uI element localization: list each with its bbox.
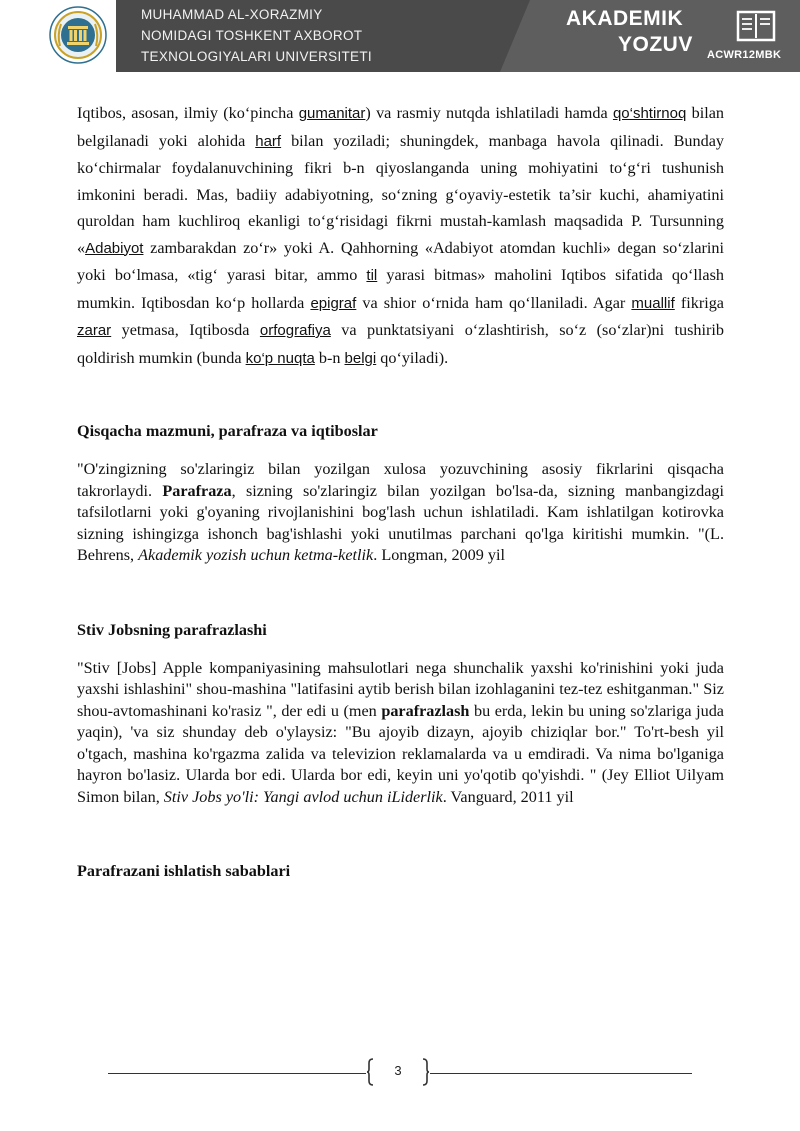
book-title: Stiv Jobs yo'li: Yangi avlod uchun iLiderlik: [163, 787, 443, 806]
link-orfografiya[interactable]: orfografiya: [259, 322, 331, 339]
footer-rule-left: [108, 1073, 366, 1074]
text-run: va shior o‘rnida ham qo‘llaniladi. Agar: [356, 293, 632, 312]
link-belgi[interactable]: belgi: [344, 349, 377, 367]
brand-code: ACWR12MBK: [707, 49, 782, 61]
university-name: [141, 4, 372, 67]
intro-paragraph: [77, 100, 724, 372]
page-content: [77, 100, 724, 882]
section-heading: Parafrazani ishlatish sabablari: [77, 862, 291, 880]
text-run: "O'zingizning so'zlaringiz bilan yozilgan xulosa yozuvchining asosiy fikrlarini qisqacha takrorlaydi.: [77, 460, 724, 500]
section-paragraph: [77, 658, 724, 809]
link-kop-nuqta[interactable]: ko‘p nuqta: [245, 349, 315, 367]
link-gumanitar[interactable]: gumanitar: [298, 105, 366, 122]
text-run: yetmasa, Iqtibosda: [111, 321, 260, 339]
section-heading: Stiv Jobsning parafrazlashi: [77, 620, 267, 639]
text-run: zambarakdan zo‘r» yoki A. Qahhorning «Adabiyot atomdan kuchli» degan so‘zlarini yoki bo‘lmasa, «tig‘ yarasi bitar, ammo: [77, 238, 724, 284]
link-harf[interactable]: harf: [255, 132, 282, 150]
link-til[interactable]: til: [366, 267, 378, 284]
page-number: 3: [394, 1063, 402, 1078]
text-run: fikriga: [674, 293, 724, 312]
text-run: yarasi bitmas» maholini Iqtibos sifatida qo‘llash mumkin. Iqtibosdan ko‘p hollarda: [77, 266, 724, 312]
section-heading: Qisqacha mazmuni, parafraza va iqtiboslar: [77, 422, 378, 440]
link-zarar[interactable]: zarar: [77, 322, 112, 339]
text-run: "Stiv [Jobs] Apple kompaniyasining mahsulotlari nega shunchalik yaxshi ko'rinishini yoki juda yaxshi ishlashini" shou-mashina "latifasini aytib berish bilan izohlaganini tez-tez eshitganman." Siz shou-avtomashinani ko'rasiz ", der edi u (men: [77, 658, 724, 720]
page-header: [0, 0, 800, 72]
link-adabiyot[interactable]: Adabiyot: [85, 239, 144, 257]
university-name-line: NOMIDAGI TOSHKENT AXBOROT: [141, 28, 363, 43]
brand-title-line1: AKADEMIK: [566, 7, 684, 30]
right-bracket-icon: [422, 1058, 430, 1086]
section-paragraph: [77, 459, 724, 567]
text-run: . Vanguard, 2011 yil: [442, 787, 574, 806]
text-run: ) va rasmiy nutqda ishlatiladi hamda: [365, 104, 613, 122]
text-run: bu erda, lekin bu uning so'zlariga juda yaqin), 'va siz shunday deb o'ylaysiz: "Bu ajoyib dizayn, ajoyib chiziqlar bor." To'rt-besh yil o'tgach, mashina ko'rgazma zalida va televizion reklamalarda va u emdiradi. Va nima bo'lganiga hayron bo'lasiz. Ularda bor edi. Ularda bor edi, keyin uni yo'qotib qo'yishdi. " (Jey Elliot Uilyam Simon bilan,: [77, 701, 724, 806]
text-run: va punktatsiyani o‘zlashtirish, so‘z (so‘zlar)ni tushirib qoldirish mumkin (bunda: [77, 321, 725, 367]
book-title: Akademik yozish uchun ketma-ketlik: [138, 546, 374, 564]
text-run: , sizning so'zlaringiz bilan yozilgan bo'lsa-da, sizning manbangizdagi tafsilotlarni yoki g'oyaning rivojlanishini bog'lash uchun ishlatiladi. Kam ishlatilgan kotirovka sizning ishingizga ishonch bag'ishlashi yoki unutilmas parchani qo'lga kiritishi mumkin. "(L. Behrens,: [77, 481, 724, 564]
link-qoshtirnoq[interactable]: qo‘shtirnoq: [612, 105, 687, 122]
brand-title-line2: YOZUV: [618, 33, 693, 56]
text-run: bilan belgilanadi yoki alohida: [77, 104, 724, 150]
text-run: . Longman, 2009 yil: [373, 546, 505, 564]
text-run: Iqtibos, asosan, ilmiy (ko‘pincha: [77, 104, 299, 122]
open-book-icon: [736, 10, 776, 42]
bold-term: Parafraza: [162, 481, 232, 500]
footer-rule-right: [430, 1073, 692, 1074]
university-name-line: TEXNOLOGIYALARI UNIVERSITETI: [141, 49, 372, 64]
university-name-line: MUHAMMAD AL-XORAZMIY: [141, 7, 323, 22]
text-run: qo‘yiladi).: [376, 348, 449, 367]
brand-title: [566, 6, 693, 58]
bold-term: parafrazlash: [381, 701, 470, 720]
text-run: b-n: [314, 348, 345, 367]
link-muallif[interactable]: muallif: [631, 294, 675, 312]
text-run: bilan yoziladi; shuningdek, manbaga havola qilinadi. Bunday ko‘chirmalar foydalanuvchining fikri b-n qiyoslanganda uning mohiyatini to‘g‘ri tushunish imkonini beradi. Mas, badiiy adabiyotning, so‘zning g‘oyaviy-estetik ta’sir kuchi, ahamiyatini quroldan ham kuchliroq ekanligi to‘g‘risidagi fikrni mustah-kamlash maqsadida P. Tursunning «: [77, 131, 724, 257]
university-emblem-icon: [49, 6, 107, 64]
link-epigraf[interactable]: epigraf: [310, 294, 357, 312]
